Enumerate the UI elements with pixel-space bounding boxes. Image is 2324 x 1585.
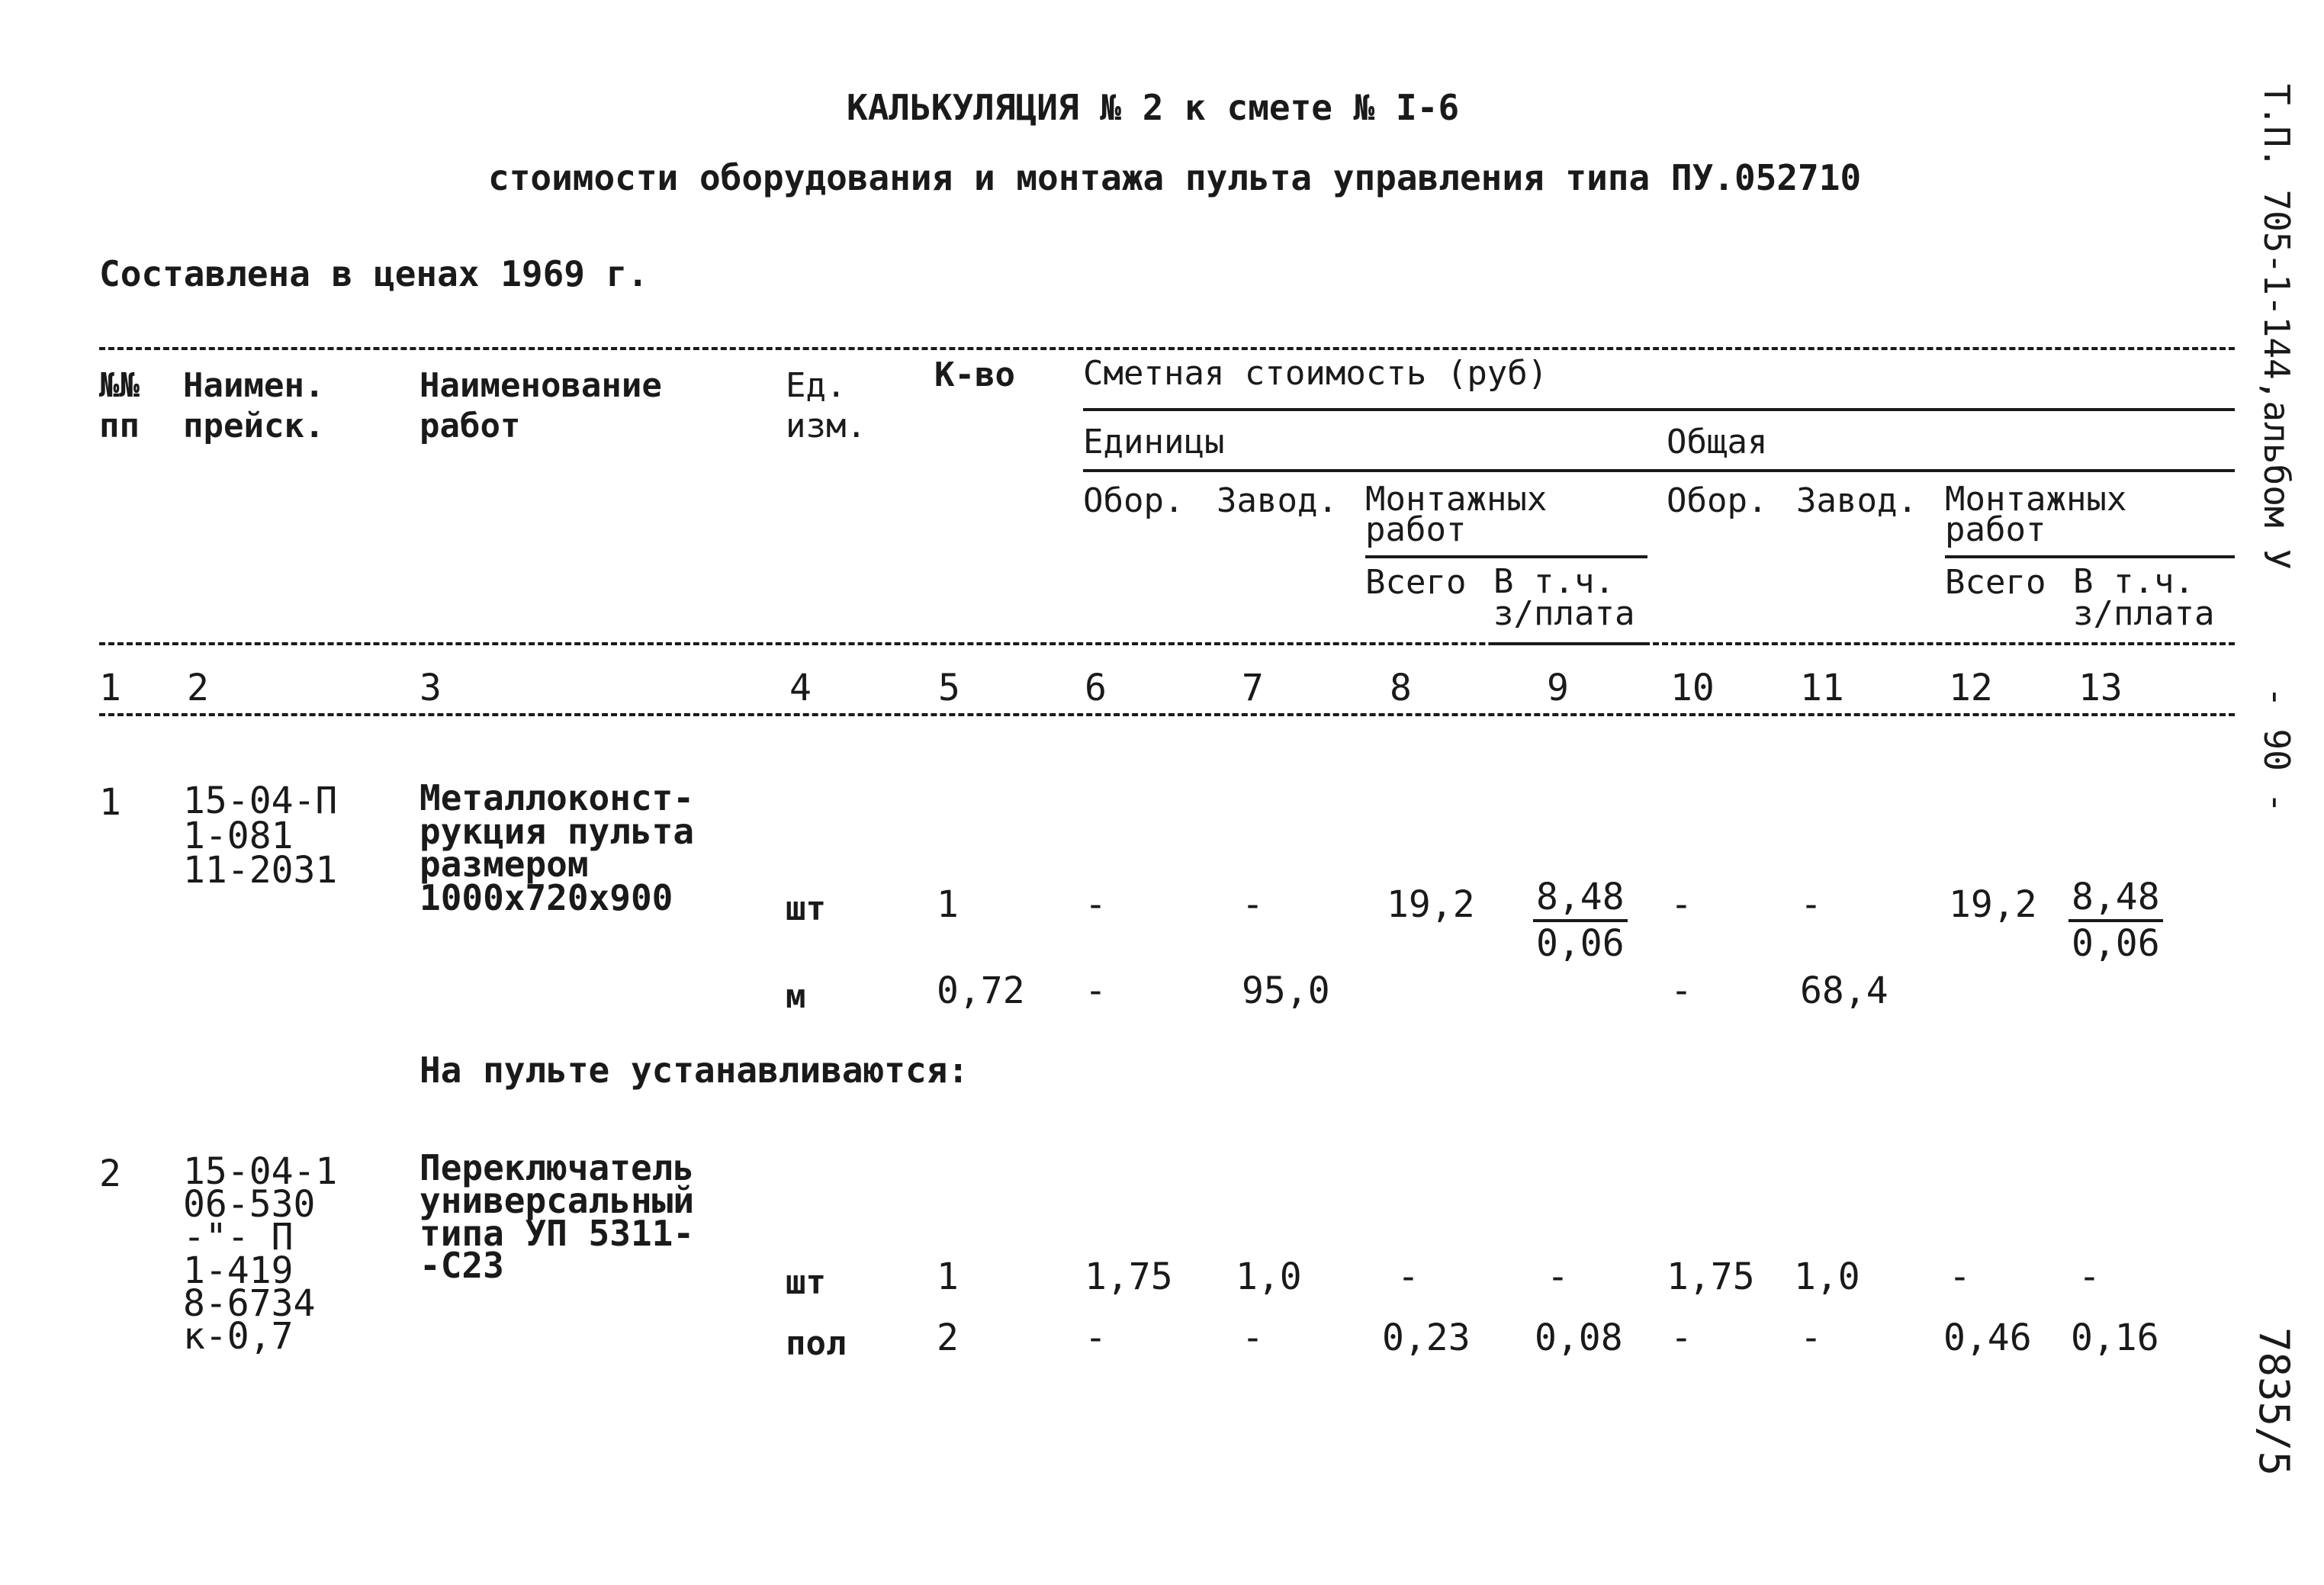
row1-work-name: Металлоконст- рукция пульта размером 1000х720х900 [419,777,695,919]
header-works: Наименование работ [419,366,662,445]
row2b-c10: - [1670,1317,1692,1359]
header-estimated-cost: Сметная стоимость (руб) [1083,354,1548,393]
col-num-3: 3 [419,667,442,709]
row1-c9 [1533,877,1628,964]
header-per-unit: Единицы [1083,423,1225,461]
row1-number: 1 [99,781,121,824]
header-unit: Ед. изм. [786,366,866,445]
col-num-2: 2 [187,667,209,709]
row2-work-name: Переключатель универсальный типа УП 5311- -С23 [419,1147,695,1287]
header-npp: №№ пп [99,366,140,445]
header-bottom-rule [99,642,2235,645]
row2b-qty: 2 [937,1317,959,1359]
col-num-6: 6 [1085,667,1107,709]
row1b-c11: 68,4 [1800,969,1888,1012]
header-qty: К-во [934,355,1015,394]
header-total-mount-incl: В т.ч. з/плата [2073,562,2215,633]
column-numbers-rule [99,713,2235,716]
header-group-rule [1083,469,2235,472]
row2-c10: 1,75 [1667,1255,1755,1298]
row2-c6: 1,75 [1085,1255,1173,1298]
price-basis-note: Составлена в ценах 1969 г. [99,253,649,294]
header-unit-mount-rule [1365,555,1647,558]
table-top-rule [99,347,2235,350]
page-number: - 90 - [2256,686,2297,814]
row2-c11: 1,0 [1794,1255,1860,1298]
row2b-c6: - [1085,1317,1107,1359]
row1b-c6: - [1085,969,1107,1012]
row1-c8: 19,2 [1387,883,1475,926]
row1-c6: - [1085,883,1107,926]
row1-c9-total: 8,48 [1533,877,1628,922]
row2-unit: шт [786,1263,826,1302]
document-code: 7835/5 [2250,1327,2298,1477]
row2-c13: - [2078,1255,2101,1298]
col-num-5: 5 [938,667,960,709]
row2-c9: - [1547,1255,1569,1298]
row1-c7: - [1242,883,1264,926]
row1-c9-wage: 0,06 [1536,921,1625,965]
row1b-qty: 0,72 [937,969,1025,1012]
row2b-c11: - [1800,1317,1822,1359]
header-unit-equip: Обор. [1083,481,1185,520]
row2b-c8: 0,23 [1382,1317,1471,1359]
col-num-12: 12 [1949,667,1993,709]
col-num-10: 10 [1670,667,1715,709]
row1-qty: 1 [937,883,959,926]
side-reference: Т.П. 705-1-144,альбом У [2256,84,2297,570]
row1-c12: 19,2 [1949,883,2037,926]
row2-qty: 1 [937,1255,959,1298]
row2-c12: - [1949,1255,1971,1298]
header-unit-factory: Завод. [1217,481,1338,520]
row1-c10: - [1670,883,1692,926]
header-unit-mount-incl: В т.ч. з/плата [1493,562,1635,633]
row1-c13 [2068,877,2163,964]
row2b-c7: - [1242,1317,1264,1359]
col-num-9: 9 [1547,667,1569,709]
document-subtitle: стоимости оборудования и монтажа пульта управления типа ПУ.052710 [488,157,1862,198]
row2-number: 2 [99,1153,121,1195]
header-unit-mount: Монтажных работ [1365,480,1548,549]
col-num-4: 4 [789,667,812,709]
col-num-13: 13 [2078,667,2123,709]
header-pricelist: Наимен. прейск. [183,366,325,445]
row1-c11: - [1800,883,1822,926]
row1-pricelist: 15-04-П 1-081 11-2031 [183,780,338,892]
row2b-c12: 0,46 [1943,1317,2032,1359]
row1-c13-wage: 0,06 [2072,921,2160,965]
header-total-mount-rule [1945,555,2235,558]
col-num-7: 7 [1242,667,1264,709]
row2b-unit: пол [786,1324,847,1363]
col-num-1: 1 [99,667,121,709]
document-title: КАЛЬКУЛЯЦИЯ № 2 к смете № I-6 [847,87,1460,128]
header-total-mount: Монтажных работ [1945,480,2127,549]
row1b-c10: - [1670,969,1692,1012]
row1b-unit: м [786,977,806,1016]
row2-c7: 1,0 [1236,1255,1302,1298]
row1-unit: шт [786,889,826,928]
header-cost-rule [1083,408,2235,411]
row1-c13-total: 8,48 [2068,877,2163,922]
header-unit-mount-all: Всего [1365,563,1467,602]
header-total-equip: Обор. [1667,481,1768,520]
row2b-c13: 0,16 [2071,1317,2159,1359]
row2-c8: - [1397,1255,1419,1298]
header-total-mount-all: Всего [1945,563,2046,602]
header-total: Общая [1667,423,1768,461]
col-num-11: 11 [1800,667,1844,709]
row2-pricelist: 15-04-1 06-530 -"- П 1-419 8-6734 к-0,7 [183,1150,338,1358]
header-total-factory: Завод. [1796,481,1917,520]
col-num-8: 8 [1390,667,1412,709]
row1b-c7: 95,0 [1242,969,1330,1012]
row2b-c9: 0,08 [1535,1317,1623,1359]
installed-items-subheading: На пульте устанавливаются: [419,1050,969,1091]
